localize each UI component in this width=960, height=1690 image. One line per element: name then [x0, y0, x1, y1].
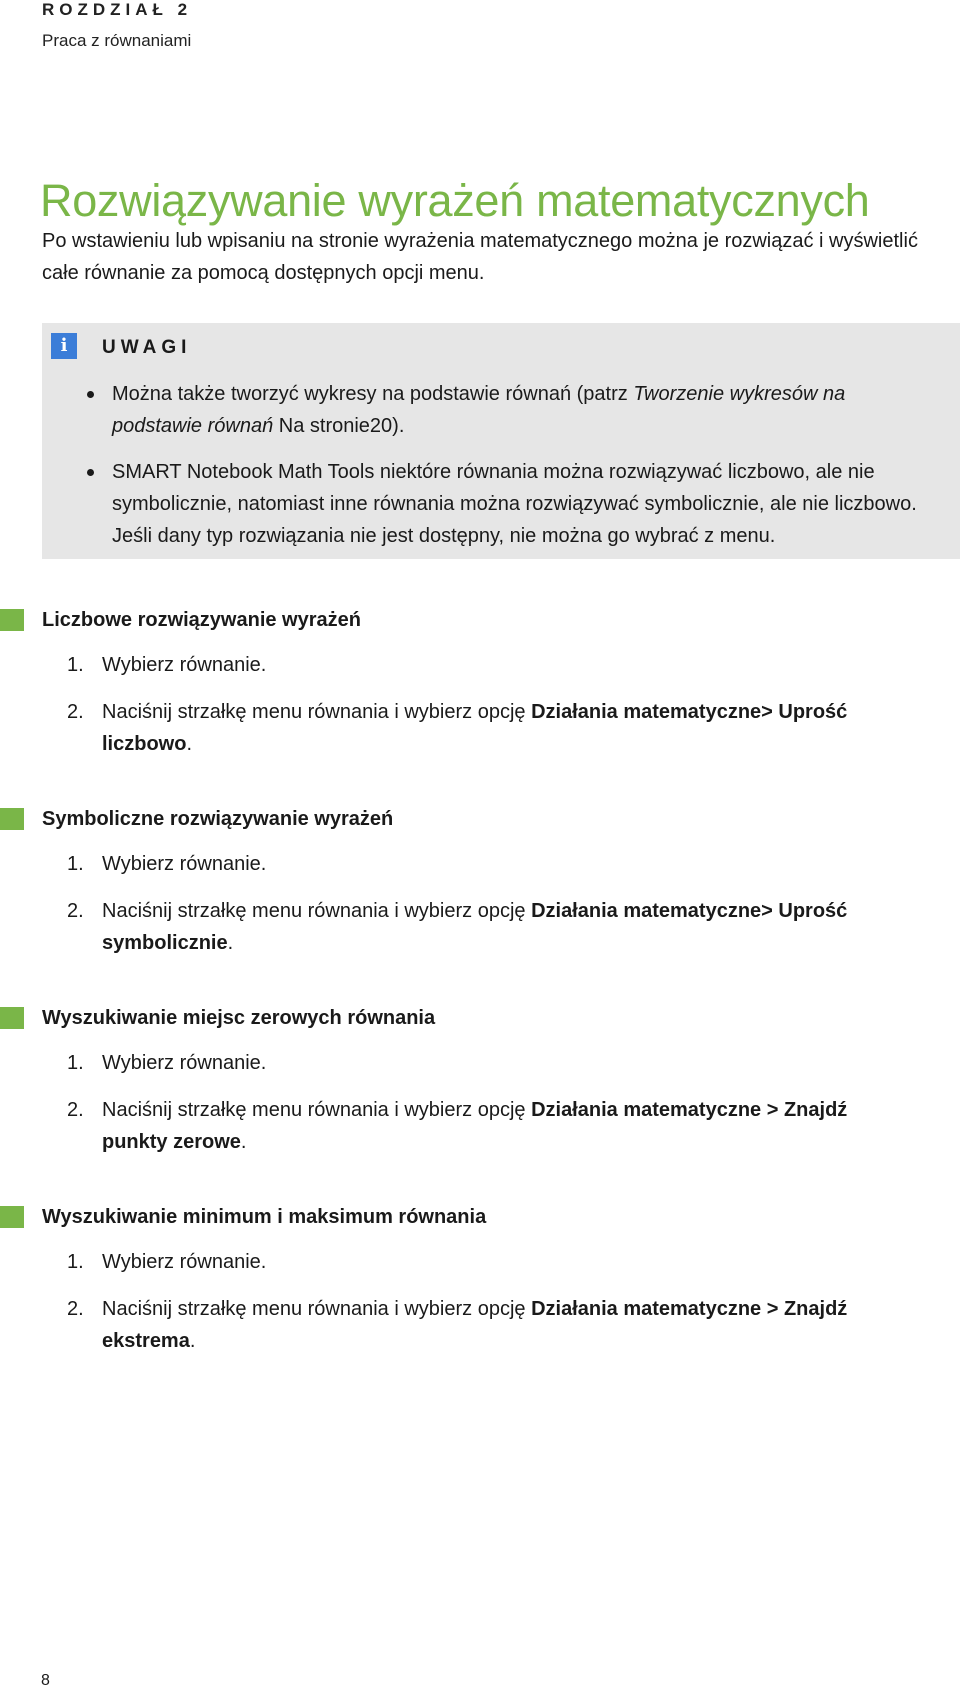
- step-number: 2.: [67, 1298, 84, 1320]
- step-text: Naciśnij strzałkę menu równania i wybierz opcję: [102, 1298, 532, 1320]
- step-text: Wybierz równanie.: [102, 1052, 267, 1074]
- step-item: [0, 649, 912, 681]
- menu-path: Działania matematyczne> Uprość symbolicznie: [102, 900, 848, 954]
- page-title: Rozwiązywanie wyrażeń matematycznych: [40, 175, 870, 226]
- note-text: Można także tworzyć wykresy na podstawie równań (patrz: [112, 383, 634, 405]
- note-text: Na stronie20).: [273, 415, 405, 437]
- step-end: .: [227, 932, 234, 954]
- note-item: [42, 378, 922, 442]
- step-text: Wybierz równanie.: [102, 853, 267, 875]
- cross-reference-link[interactable]: Tworzenie wykresów na podstawie równań: [112, 383, 846, 437]
- step-end: .: [189, 1330, 196, 1352]
- steps-list: [0, 848, 920, 974]
- menu-path: Działania matematyczne > Znajdź ekstrema: [102, 1298, 848, 1352]
- chapter-label: ROZDZIAŁ 2: [42, 0, 193, 19]
- step-text: Wybierz równanie.: [102, 1251, 267, 1273]
- step-item: [0, 895, 912, 959]
- bullet-icon: [87, 391, 94, 398]
- step-item: [0, 1047, 912, 1079]
- section-heading: Symboliczne rozwiązywanie wyrażeń: [42, 808, 394, 830]
- step-item: [0, 1094, 912, 1158]
- section-marker: [0, 808, 24, 830]
- info-icon: i: [51, 333, 77, 359]
- step-item: [0, 696, 912, 760]
- step-item: [0, 1246, 912, 1278]
- steps-list: [0, 649, 920, 775]
- section-heading: Wyszukiwanie miejsc zerowych równania: [42, 1007, 436, 1029]
- section-heading: Wyszukiwanie minimum i maksimum równania: [42, 1206, 487, 1228]
- step-text: Naciśnij strzałkę menu równania i wybierz opcję: [102, 1099, 532, 1121]
- section-heading: Liczbowe rozwiązywanie wyrażeń: [42, 609, 361, 631]
- note-list: [42, 378, 922, 566]
- intro-paragraph: Po wstawieniu lub wpisaniu na stronie wyrażenia matematycznego można je rozwiązać i wyświetlić całe równanie za pomocą dostępnych opcji menu.: [42, 230, 918, 284]
- note-box: [42, 323, 960, 559]
- step-number: 1.: [67, 1251, 84, 1273]
- step-text: Naciśnij strzałkę menu równania i wybierz opcję: [102, 701, 532, 723]
- step-number: 2.: [67, 701, 84, 723]
- section-marker: [0, 1206, 24, 1228]
- bullet-icon: [87, 469, 94, 476]
- step-number: 1.: [67, 1052, 84, 1074]
- step-text: Naciśnij strzałkę menu równania i wybierz opcję: [102, 900, 532, 922]
- menu-path: Działania matematyczne> Uprość liczbowo: [102, 701, 848, 755]
- section-marker: [0, 1007, 24, 1029]
- step-end: .: [240, 1131, 247, 1153]
- note-text: SMART Notebook Math Tools niektóre równania można rozwiązywać liczbowo, ale nie symbolicznie, natomiast inne równania można rozwiązywać symbolicznie, ale nie liczbowo. Jeśli dany typ rozwiązania nie jest dostępny, nie można go wybrać z menu.: [112, 461, 917, 547]
- note-item: [42, 456, 922, 552]
- steps-list: [0, 1047, 920, 1173]
- step-end: .: [186, 733, 193, 755]
- steps-list: [0, 1246, 920, 1372]
- section-marker: [0, 609, 24, 631]
- step-item: [0, 1293, 912, 1357]
- step-text: Wybierz równanie.: [102, 654, 267, 676]
- step-item: [0, 848, 912, 880]
- step-number: 2.: [67, 900, 84, 922]
- step-number: 1.: [67, 853, 84, 875]
- chapter-title: Praca z równaniami: [42, 31, 192, 50]
- step-number: 2.: [67, 1099, 84, 1121]
- step-number: 1.: [67, 654, 84, 676]
- menu-path: Działania matematyczne > Znajdź punkty zerowe: [102, 1099, 848, 1153]
- page-number: 8: [41, 1672, 50, 1689]
- note-heading: UWAGI: [102, 337, 192, 358]
